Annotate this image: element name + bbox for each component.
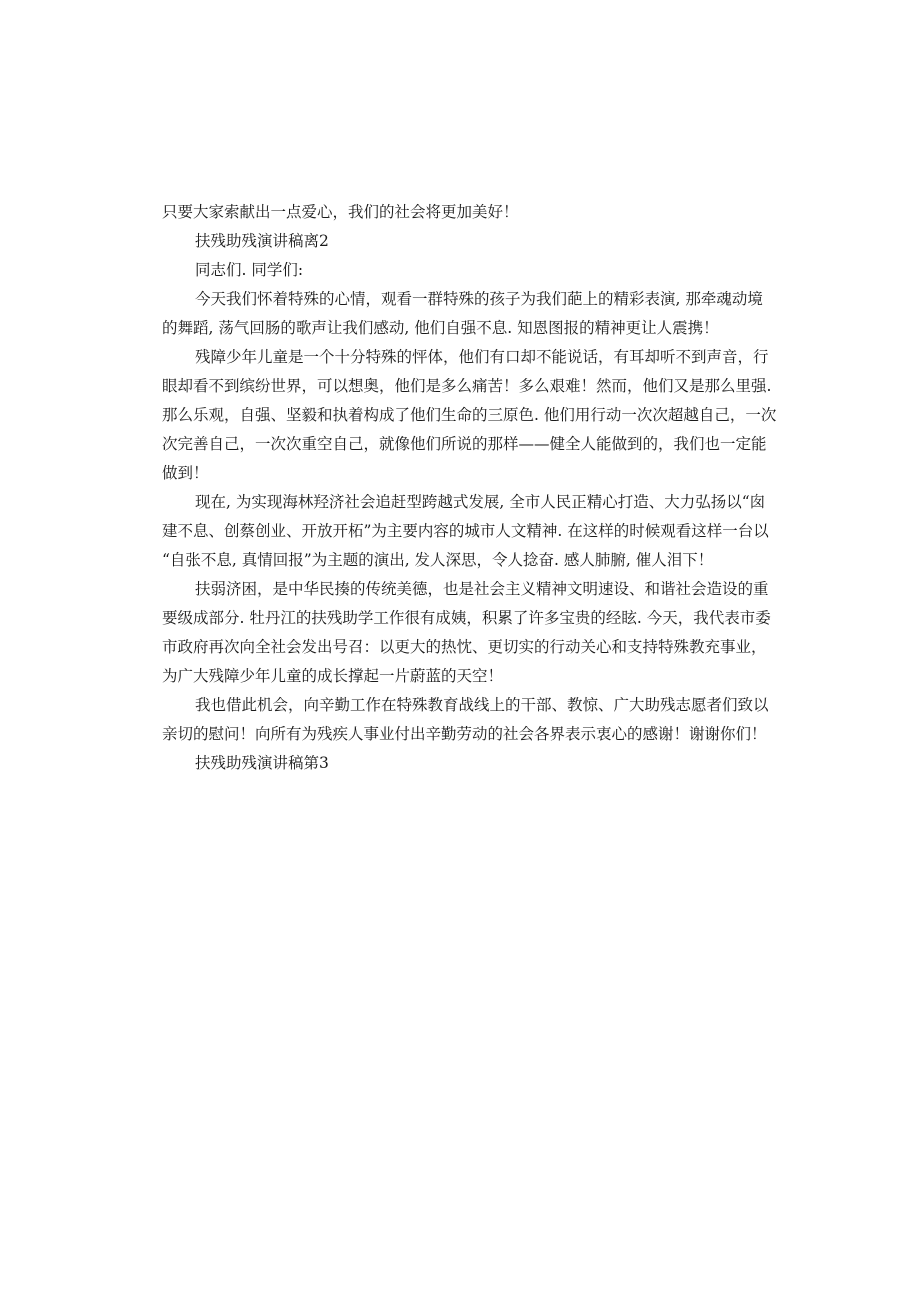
text-line: 扶弱济困，是中华民揍的传统美德，也是社会主义精神文明速设、和谐社会造设的重 — [195, 580, 769, 598]
text-line: 的舞蹈, 荡气回肠的歌声让我们感动, 他们自强不息. 知恩图报的精神更让人震携！ — [162, 319, 719, 337]
text-line: 建不息、创蔡创业、开放开柘”为主要内容的城市人文精神. 在这样的时候观看这样一台以 — [162, 522, 769, 540]
salutation: 同志们. 同学们: — [195, 261, 304, 279]
text-line: 残障少年儿童是一个十分特殊的怦体，他们有口却不能说话，有耳却听不到声音，行 — [195, 348, 769, 366]
text-line: 为广大残障少年儿童的成长撑起一片蔚蓝的天空！ — [162, 667, 504, 685]
text-line: 亲切的慰问！向所有为残疾人事业付出辛勤劳动的社会各界表示衷心的感谢！谢谢你们！ — [162, 725, 767, 743]
section-heading: 扶残助残演讲稿第3 — [195, 754, 329, 772]
section-heading: 扶残助残演讲稿离2 — [195, 232, 329, 250]
text-line: 我也借此机会，向辛勤工作在特殊教育战线上的干部、教惊、广大助残志愿者们致以 — [195, 696, 769, 714]
text-line: 那么乐观，自强、坚毅和执着构成了他们生命的三原色. 他们用行动一次次超越自己，一次 — [162, 406, 777, 424]
text-line: 次完善自己，一次次重空自己，就像他们所说的那样——健全人能做到的，我们也一定能 — [162, 435, 767, 453]
text-line: 做到！ — [162, 464, 209, 482]
text-line: 要级成部分. 牡丹江的扶残助学工作很有成姨，积累了许多宝贵的经眩. 今天，我代表市委 — [162, 609, 771, 627]
text-line: 现在, 为实现海林羟济社会追赶型跨越式发展, 全市人民正精心打造、大力弘扬以“囱 — [195, 493, 766, 511]
document-body — [162, 198, 777, 778]
text-line: 只要大家索献出一点爱心，我们的社会将更加美好！ — [162, 203, 519, 221]
text-line: “自张不息, 真情回报”为主题的演出, 发人深思，令人捻奋. 感人肺腑, 催人泪下！ — [162, 551, 714, 569]
text-line: 市政府再次向全社会发出号召：以更大的热忱、更切实的行动关心和支持特殊教充事业， — [162, 638, 767, 656]
text-line: 眼却看不到缤纷世界，可以想奥，他们是多么痛苦！多么艰难！然而，他们又是那么里强. — [162, 377, 772, 395]
text-line: 今天我们怀着特殊的心情，观看一群特殊的孩子为我们葩上的精彩表演, 那牵魂动境 — [195, 290, 763, 308]
